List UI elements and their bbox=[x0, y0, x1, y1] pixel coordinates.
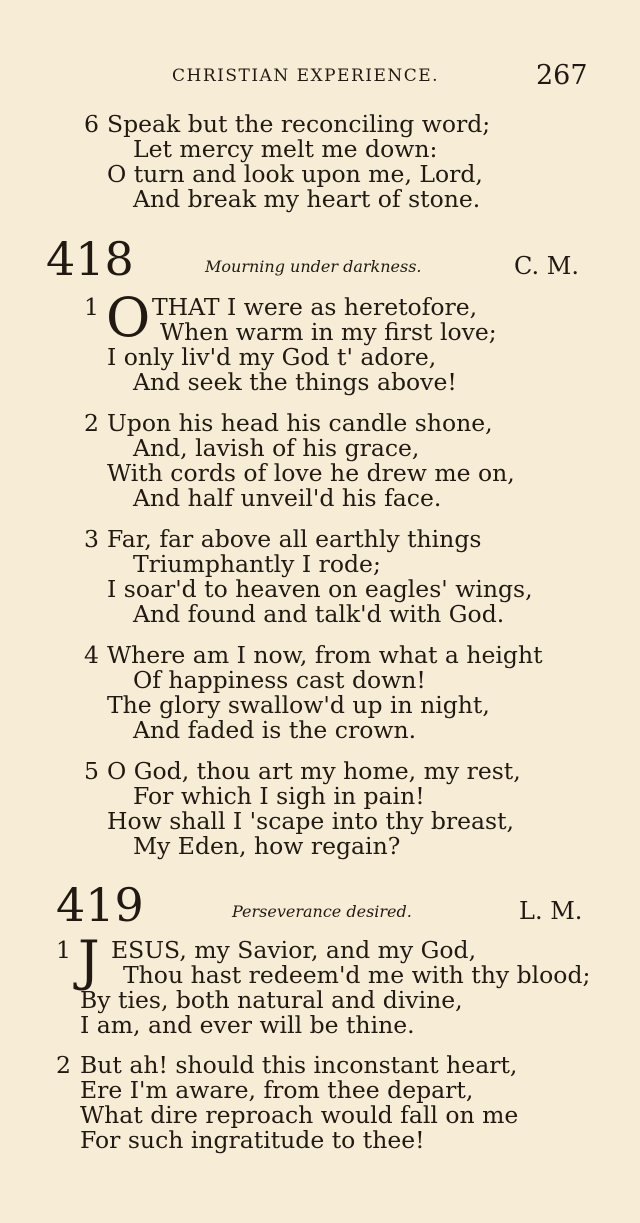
verse-line: And faded is the crown. bbox=[133, 716, 417, 744]
verse-number: 4 bbox=[84, 641, 99, 669]
verse-line: And break my heart of stone. bbox=[133, 185, 481, 213]
verse-line: O God, thou art my home, my rest, bbox=[107, 757, 521, 785]
hymn-number: 419 bbox=[56, 878, 144, 932]
verse-line: The glory swallow'd up in night, bbox=[107, 691, 490, 719]
verse-line: For which I sigh in pain! bbox=[133, 782, 425, 810]
verse-line: But ah! should this inconstant heart, bbox=[80, 1051, 518, 1079]
hymn-title: Mourning under darkness. bbox=[205, 257, 422, 276]
verse-line: Thou hast redeem'd me with thy blood; bbox=[123, 961, 591, 989]
verse-line: ESUS, my Savior, and my God, bbox=[111, 936, 477, 964]
verse-line: How shall I 'scape into thy breast, bbox=[107, 807, 515, 835]
verse-number: 6 bbox=[84, 110, 99, 138]
verse-line: And seek the things above! bbox=[133, 368, 457, 396]
verse-line: Far, far above all earthly things bbox=[107, 525, 482, 553]
verse-line: Let mercy melt me down: bbox=[133, 135, 438, 163]
verse-line: Upon his head his candle shone, bbox=[107, 409, 493, 437]
verse-number: 1 bbox=[84, 293, 99, 321]
drop-cap: O bbox=[106, 286, 151, 349]
verse-line: With cords of love he drew me on, bbox=[107, 459, 515, 487]
verse-line: Speak but the reconciling word; bbox=[107, 110, 491, 138]
verse-line: Ere I'm aware, from thee depart, bbox=[80, 1076, 474, 1104]
verse-line: THAT I were as heretofore, bbox=[152, 293, 478, 321]
hymn-title: Perseverance desired. bbox=[232, 902, 412, 921]
hymn-number: 418 bbox=[46, 232, 134, 286]
verse-number: 2 bbox=[84, 409, 99, 437]
verse-line: O turn and look upon me, Lord, bbox=[107, 160, 483, 188]
verse-line: Of happiness cast down! bbox=[133, 666, 426, 694]
verse-line: What dire reproach would fall on me bbox=[80, 1101, 519, 1129]
verse-line: And half unveil'd his face. bbox=[133, 484, 442, 512]
verse-line: When warm in my first love; bbox=[160, 318, 497, 346]
verse-line: And found and talk'd with God. bbox=[133, 600, 505, 628]
verse-number: 3 bbox=[84, 525, 99, 553]
hymn-meter: C. M. bbox=[514, 252, 579, 280]
drop-cap: J bbox=[78, 929, 100, 992]
running-header: CHRISTIAN EXPERIENCE. bbox=[172, 66, 440, 86]
verse-line: I am, and ever will be thine. bbox=[80, 1011, 415, 1039]
verse-line: Where am I now, from what a height bbox=[107, 641, 543, 669]
verse-line: Triumphantly I rode; bbox=[133, 550, 381, 578]
verse-line: By ties, both natural and divine, bbox=[80, 986, 463, 1014]
verse-line: For such ingratitude to thee! bbox=[80, 1126, 425, 1154]
verse-number: 1 bbox=[56, 936, 71, 964]
verse-line: I only liv'd my God t' adore, bbox=[107, 343, 437, 371]
verse-number: 2 bbox=[56, 1051, 71, 1079]
hymn-meter: L. M. bbox=[519, 897, 583, 925]
verse-line: I soar'd to heaven on eagles' wings, bbox=[107, 575, 533, 603]
verse-line: And, lavish of his grace, bbox=[133, 434, 420, 462]
verse-line: My Eden, how regain? bbox=[133, 832, 401, 860]
page-number: 267 bbox=[536, 60, 588, 91]
verse-number: 5 bbox=[84, 757, 99, 785]
